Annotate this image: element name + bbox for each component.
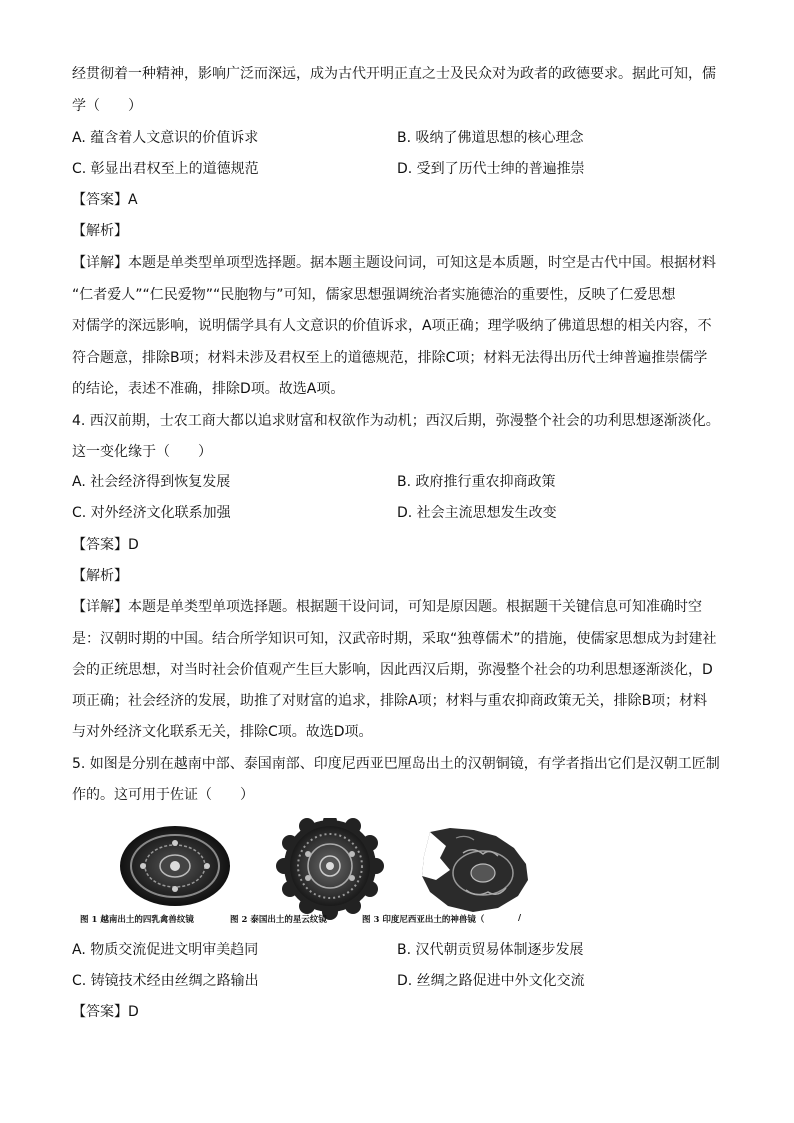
q3-analysis-label: 【解析】 bbox=[72, 223, 128, 239]
q3-stem-line2: 学（ ） bbox=[72, 98, 142, 114]
q3-option-c: C. 彰显出君权至上的道德规范 bbox=[72, 161, 259, 177]
mirror-fig2-image bbox=[276, 818, 384, 920]
q4-detail-line: 【详解】本题是单类型单项选择题。根据题干设问词，可知是原因题。根据题干关键信息可知准确时空 bbox=[72, 599, 702, 615]
q3-detail-line: 对儒学的深远影响，说明儒学具有人文意识的价值诉求，A项正确；理学吸纳了佛道思想的相关内容，不 bbox=[72, 318, 712, 334]
q5-option-b: B. 汉代朝贡贸易体制逐步发展 bbox=[397, 942, 584, 958]
q4-option-b: B. 政府推行重农抑商政策 bbox=[397, 474, 556, 490]
q4-stem-line2: 这一变化缘于（ ） bbox=[72, 444, 212, 460]
fig3-caption-end: / bbox=[518, 913, 522, 923]
q4-answer: 【答案】D bbox=[72, 537, 139, 553]
q5-answer: 【答案】D bbox=[72, 1004, 139, 1020]
q3-detail-line: “仁者爱人”“仁民爱物”“民胞物与”可知，儒家思想强调统治者实施德治的重要性，反映了仁爱思想 bbox=[72, 287, 676, 303]
q4-detail-line: 与对外经济文化联系无关，排除C项。故选D项。 bbox=[72, 724, 373, 740]
mirror-fig3-image bbox=[422, 828, 528, 912]
fig2-caption: 图 2 泰国出土的星云纹镜 bbox=[230, 915, 327, 925]
q4-detail-line: 项正确；社会经济的发展，助推了对财富的追求，排除A项；材料与重农抑商政策无关，排除B项；材料 bbox=[72, 693, 708, 709]
q4-option-d: D. 社会主流思想发生改变 bbox=[397, 505, 557, 521]
q4-analysis-label: 【解析】 bbox=[72, 568, 128, 584]
q5-option-c: C. 铸镜技术经由丝绸之路输出 bbox=[72, 973, 259, 989]
q3-detail-line: 的结论，表述不准确，排除D项。故选A项。 bbox=[72, 381, 345, 397]
fig3-caption: 图 3 印度尼西亚出土的神兽镜（ bbox=[362, 915, 485, 925]
q3-option-a: A. 蕴含着人文意识的价值诉求 bbox=[72, 130, 259, 146]
q4-option-a: A. 社会经济得到恢复发展 bbox=[72, 474, 231, 490]
q5-option-a: A. 物质交流促进文明审美趋同 bbox=[72, 942, 259, 958]
q3-detail-line: 【详解】本题是单类型单项型选择题。据本题主题设问词，可知这是本质题，时空是古代中国。根据材料 bbox=[72, 255, 716, 271]
q4-option-c: C. 对外经济文化联系加强 bbox=[72, 505, 231, 521]
mirror-fig1-image bbox=[120, 826, 230, 906]
q5-stem-line2: 作的。这可用于佐证（ ） bbox=[72, 787, 254, 803]
q3-answer: 【答案】A bbox=[72, 192, 138, 208]
q3-detail-line: 符合题意，排除B项；材料未涉及君权至上的道德规范，排除C项；材料无法得出历代士绅普遍推崇儒学 bbox=[72, 350, 708, 366]
q5-option-d: D. 丝绸之路促进中外文化交流 bbox=[397, 973, 585, 989]
q5-stem-line1: 5. 如图是分别在越南中部、泰国南部、印度尼西亚巴厘岛出土的汉朝铜镜，有学者指出它们是汉朝工匠制 bbox=[72, 756, 720, 772]
q4-detail-line: 会的正统思想，对当时社会价值观产生巨大影响，因此西汉后期，弥漫整个社会的功利思想逐渐淡化，D bbox=[72, 662, 713, 678]
fig1-caption: 图 1 越南出土的四乳禽兽纹镜 bbox=[80, 915, 194, 925]
q3-stem-line1: 经贯彻着一种精神，影响广泛而深远，成为古代开明正直之士及民众对为政者的政德要求。据此可知，儒 bbox=[72, 66, 716, 82]
q4-stem-line1: 4. 西汉前期，士农工商大都以追求财富和权欲作为动机；西汉后期，弥漫整个社会的功利思想逐渐淡化。 bbox=[72, 413, 720, 429]
q3-option-d: D. 受到了历代士绅的普遍推崇 bbox=[397, 161, 585, 177]
q4-detail-line: 是：汉朝时期的中国。结合所学知识可知，汉武帝时期，采取“独尊儒术”的措施，使儒家思想成为封建社 bbox=[72, 631, 717, 647]
q3-option-b: B. 吸纳了佛道思想的核心理念 bbox=[397, 130, 584, 146]
